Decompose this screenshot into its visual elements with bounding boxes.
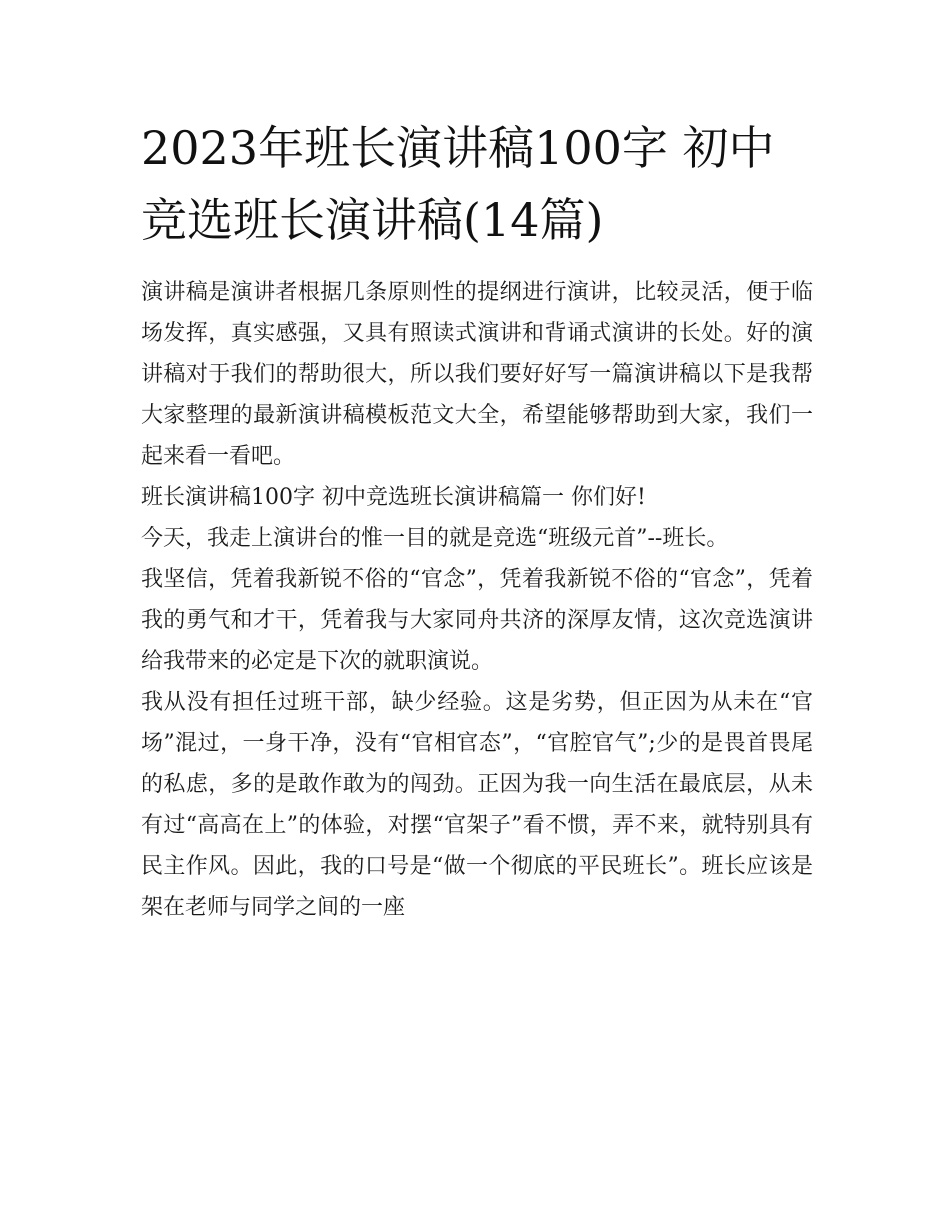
title-line-2: 竞选班长演讲稿(14篇) — [141, 193, 604, 247]
title-line-1: 2023年班长演讲稿100字 初中 — [141, 121, 775, 175]
paragraph: 我从没有担任过班干部，缺少经验。这是劣势，但正因为从未在“官场”混过，一身干净，没有“官相官态”，“官腔官气”;少的是畏首畏尾的私虑，多的是敢作敢为的闯劲。正因为我一向生活在最底层，从未有过“高高在上”的体验，对摆“官架子”看不惯，弄不来，就特别具有民主作风。因此，我的口号是“做一个彻底的平民班长”。班长应该是架在老师与同学之间的一座 — [141, 690, 813, 920]
paragraph: 今天，我走上演讲台的惟一目的就是竞选“班级元首”--班长。 — [141, 526, 729, 551]
document-page — [141, 112, 813, 928]
paragraph-heading: 班长演讲稿100字 初中竞选班长演讲稿篇一 你们好! — [141, 485, 646, 510]
paragraph: 我坚信，凭着我新锐不俗的“官念”，凭着我新锐不俗的“官念”，凭着我的勇气和才干，凭着我与大家同舟共济的深厚友情，这次竞选演讲给我带来的必定是下次的就职演说。 — [141, 567, 813, 674]
document-title — [141, 112, 813, 256]
document-body — [141, 272, 813, 928]
paragraph-intro: 演讲稿是演讲者根据几条原则性的提纲进行演讲，比较灵活，便于临场发挥，真实感强，又具有照读式演讲和背诵式演讲的长处。好的演讲稿对于我们的帮助很大，所以我们要好好写一篇演讲稿以下是我帮大家整理的最新演讲稿模板范文大全，希望能够帮助到大家，我们一起来看一看吧。 — [141, 280, 813, 469]
